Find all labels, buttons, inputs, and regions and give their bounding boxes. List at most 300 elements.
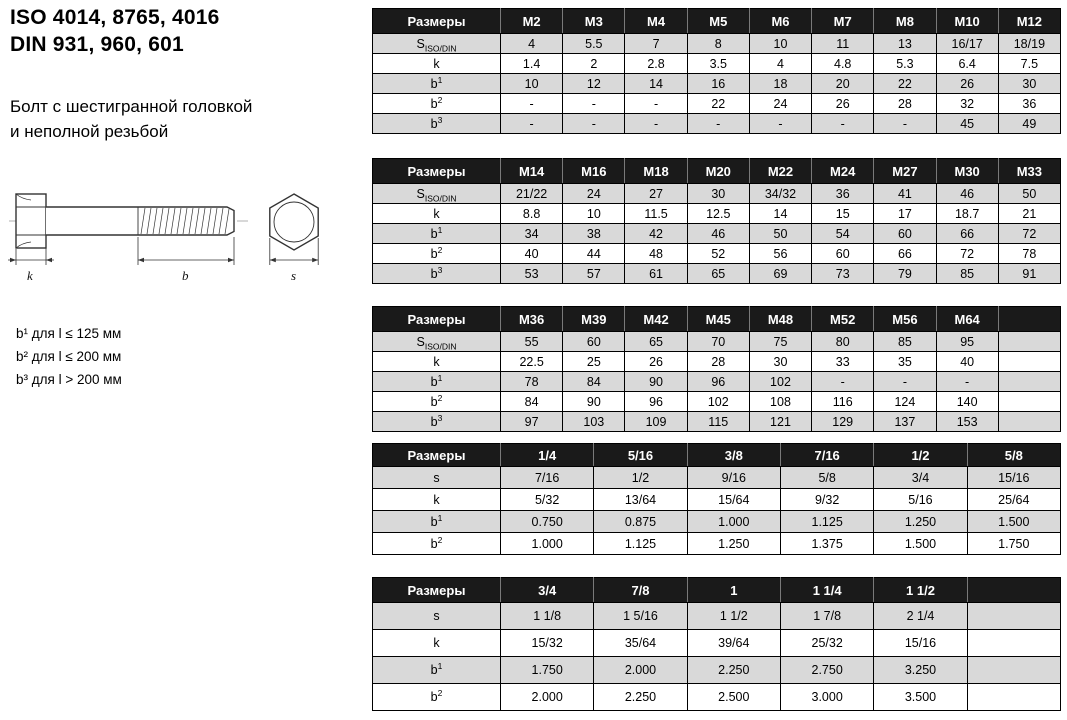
note-b1: b¹ для l ≤ 125 мм [16, 326, 122, 341]
table-cell: - [563, 94, 625, 114]
table-cell: 102 [749, 372, 811, 392]
size-column-header: M24 [812, 159, 874, 184]
table-cell: 65 [625, 332, 687, 352]
size-column-header: M64 [936, 307, 998, 332]
left-panel [10, 4, 368, 144]
table-cell: 2.750 [780, 657, 873, 684]
dimension-table-3 [372, 306, 1061, 432]
table-cell: 2.000 [594, 657, 687, 684]
table-cell: 102 [687, 392, 749, 412]
table-cell: 124 [874, 392, 936, 412]
table-cell: 15 [812, 204, 874, 224]
b-dimension-label: b [182, 268, 189, 283]
iso-title: ISO 4014, 8765, 4016 [10, 6, 220, 29]
size-column-header: 3/8 [687, 444, 780, 467]
table-cell: 60 [563, 332, 625, 352]
table-cell: 3.5 [687, 54, 749, 74]
table-cell: 15/32 [501, 630, 594, 657]
sizes-header-cell: Размеры [373, 444, 501, 467]
bolt-shaft [46, 207, 234, 235]
row-label: $b^2$ [373, 244, 501, 264]
table-row [373, 467, 1061, 489]
sizes-header-cell: Размеры [373, 307, 501, 332]
row-label: $b^1$ [373, 74, 501, 94]
table-cell: 55 [501, 332, 563, 352]
table-cell: - [749, 114, 811, 134]
bolt-description [10, 94, 368, 144]
table-cell: 96 [687, 372, 749, 392]
table-cell: 14 [749, 204, 811, 224]
table-cell: - [625, 114, 687, 134]
row-label: $b^2$ [373, 94, 501, 114]
table-cell [998, 332, 1060, 352]
table-cell: 42 [625, 224, 687, 244]
size-column-header: 7/16 [780, 444, 873, 467]
table-cell: 69 [749, 264, 811, 284]
size-column-header: M48 [749, 307, 811, 332]
bolt-description-line1: Болт с шестигранной головкой [10, 97, 253, 116]
table-cell: 72 [936, 244, 998, 264]
row-label: $S_{ISO/DIN}$ [373, 332, 501, 352]
table-row [373, 54, 1061, 74]
table-cell [967, 603, 1060, 630]
table-cell: - [812, 114, 874, 134]
table-cell: 1 1/2 [687, 603, 780, 630]
row-label: k [373, 489, 501, 511]
table-cell: 66 [874, 244, 936, 264]
table-cell: 22.5 [501, 352, 563, 372]
table-cell: 1.500 [967, 511, 1060, 533]
table-cell: 60 [812, 244, 874, 264]
table-cell: 25 [563, 352, 625, 372]
row-label: $S_{ISO/DIN}$ [373, 34, 501, 54]
table-cell: 8 [687, 34, 749, 54]
k-dimension-label: k [27, 268, 33, 283]
size-column-header: M56 [874, 307, 936, 332]
table-cell: 24 [563, 184, 625, 204]
row-label: $b^2$ [373, 392, 501, 412]
size-column-header: M16 [563, 159, 625, 184]
size-column-header: M10 [936, 9, 998, 34]
table-cell: 30 [749, 352, 811, 372]
table-cell: 17 [874, 204, 936, 224]
table-row [373, 372, 1061, 392]
table-cell: 27 [625, 184, 687, 204]
table-cell: 96 [625, 392, 687, 412]
table-cell [998, 392, 1060, 412]
size-column-header: M22 [749, 159, 811, 184]
table-cell: 1.000 [687, 511, 780, 533]
table-row [373, 224, 1061, 244]
size-column-header: M27 [874, 159, 936, 184]
table-header-row [373, 307, 1061, 332]
table-cell: 30 [998, 74, 1060, 94]
table-cell: 24 [749, 94, 811, 114]
table-cell: 78 [501, 372, 563, 392]
table-cell: 56 [749, 244, 811, 264]
table-cell: 46 [687, 224, 749, 244]
table-row [373, 204, 1061, 224]
dimension-table-1 [372, 8, 1061, 134]
table-cell: 25/64 [967, 489, 1060, 511]
table-cell: 40 [936, 352, 998, 372]
size-column-header: 1 [687, 578, 780, 603]
table-cell: 15/64 [687, 489, 780, 511]
table-cell: 2.250 [687, 657, 780, 684]
row-label: $b^2$ [373, 684, 501, 711]
thread-length-notes [16, 322, 122, 391]
table-row [373, 412, 1061, 432]
row-label: s [373, 603, 501, 630]
tables-container [372, 8, 1061, 711]
table-cell: 5.5 [563, 34, 625, 54]
table-cell: 5/32 [501, 489, 594, 511]
size-column-header: M45 [687, 307, 749, 332]
table-cell: 39/64 [687, 630, 780, 657]
size-column-header [998, 307, 1060, 332]
table-cell: 2 [563, 54, 625, 74]
table-cell: 16 [687, 74, 749, 94]
row-label: $b^3$ [373, 264, 501, 284]
table-cell: 2.000 [501, 684, 594, 711]
table-row [373, 511, 1061, 533]
dimension-table-4 [372, 443, 1061, 555]
table-cell: 2.500 [687, 684, 780, 711]
table-cell: 1.375 [780, 533, 873, 555]
table-cell: 5/8 [780, 467, 873, 489]
table-cell: 121 [749, 412, 811, 432]
table-header-row [373, 159, 1061, 184]
table-cell: 1.750 [501, 657, 594, 684]
table-cell: 49 [998, 114, 1060, 134]
table-cell: 61 [625, 264, 687, 284]
table-cell: 84 [501, 392, 563, 412]
bolt-drawing-area [8, 192, 348, 292]
bolt-head-side-view [16, 194, 46, 248]
table-cell: 57 [563, 264, 625, 284]
table-cell: 25/32 [780, 630, 873, 657]
size-column-header: 1/2 [874, 444, 967, 467]
table-cell: 10 [501, 74, 563, 94]
table-cell: 5.3 [874, 54, 936, 74]
table-cell: 33 [812, 352, 874, 372]
table-row [373, 264, 1061, 284]
table-cell: 14 [625, 74, 687, 94]
table-cell: 65 [687, 264, 749, 284]
size-column-header: M14 [501, 159, 563, 184]
table-cell: - [812, 372, 874, 392]
table-cell: 9/16 [687, 467, 780, 489]
table-cell: 15/16 [874, 630, 967, 657]
table-cell: 3.250 [874, 657, 967, 684]
size-column-header: M36 [501, 307, 563, 332]
table-cell: 108 [749, 392, 811, 412]
table-cell: 54 [812, 224, 874, 244]
table-cell: 26 [936, 74, 998, 94]
table-cell: 18 [749, 74, 811, 94]
table-cell: 12.5 [687, 204, 749, 224]
table-cell: 15/16 [967, 467, 1060, 489]
table-cell: 1.250 [687, 533, 780, 555]
table-row [373, 657, 1061, 684]
table-row [373, 332, 1061, 352]
table-cell: 78 [998, 244, 1060, 264]
table-cell: 3/4 [874, 467, 967, 489]
table-cell: 0.750 [501, 511, 594, 533]
size-column-header: M7 [812, 9, 874, 34]
row-label: $S_{ISO/DIN}$ [373, 184, 501, 204]
table-cell: 1 5/16 [594, 603, 687, 630]
table-cell: 140 [936, 392, 998, 412]
table-cell: 7.5 [998, 54, 1060, 74]
table-cell: 3.000 [780, 684, 873, 711]
table-cell: - [687, 114, 749, 134]
row-label: $b^3$ [373, 114, 501, 134]
table-cell: 4 [749, 54, 811, 74]
table-cell: 26 [625, 352, 687, 372]
table-row [373, 184, 1061, 204]
row-label: $b^1$ [373, 657, 501, 684]
sizes-header-cell: Размеры [373, 159, 501, 184]
size-column-header: M52 [812, 307, 874, 332]
bolt-head-front-view [270, 194, 318, 250]
table-cell: 116 [812, 392, 874, 412]
b-dimension [138, 237, 234, 265]
table-cell: 80 [812, 332, 874, 352]
table-cell [967, 630, 1060, 657]
table-cell: 10 [749, 34, 811, 54]
table-cell: 6.4 [936, 54, 998, 74]
size-column-header: M33 [998, 159, 1060, 184]
table-cell: 7 [625, 34, 687, 54]
table-cell: 137 [874, 412, 936, 432]
table-cell: 52 [687, 244, 749, 264]
table-cell: 72 [998, 224, 1060, 244]
table-cell: 46 [936, 184, 998, 204]
table-row [373, 244, 1061, 264]
size-column-header [967, 578, 1060, 603]
table-cell: 91 [998, 264, 1060, 284]
table-cell: 38 [563, 224, 625, 244]
table-cell: 97 [501, 412, 563, 432]
table-cell: 60 [874, 224, 936, 244]
table-cell: 4 [501, 34, 563, 54]
table-cell: 103 [563, 412, 625, 432]
size-column-header: M8 [874, 9, 936, 34]
size-column-header: M30 [936, 159, 998, 184]
size-column-header: M6 [749, 9, 811, 34]
table-cell: 1/2 [594, 467, 687, 489]
size-column-header: M4 [625, 9, 687, 34]
table-cell: - [563, 114, 625, 134]
table-cell: 5/16 [874, 489, 967, 511]
table-cell: 48 [625, 244, 687, 264]
table-cell: 1.750 [967, 533, 1060, 555]
row-label: $b^3$ [373, 412, 501, 432]
table-cell: 50 [749, 224, 811, 244]
size-column-header: 5/16 [594, 444, 687, 467]
table-cell: 1.4 [501, 54, 563, 74]
size-column-header: M3 [563, 9, 625, 34]
table-cell: 85 [936, 264, 998, 284]
note-b3: b³ для l > 200 мм [16, 372, 122, 387]
bolt-description-line2: и неполной резьбой [10, 122, 169, 141]
table-cell: 2 1/4 [874, 603, 967, 630]
table-cell: 21/22 [501, 184, 563, 204]
dimension-table-2 [372, 158, 1061, 284]
table-cell: 1.125 [780, 511, 873, 533]
size-column-header: 1 1/4 [780, 578, 873, 603]
table-header-row [373, 9, 1061, 34]
table-cell: 1.000 [501, 533, 594, 555]
size-column-header: 1/4 [501, 444, 594, 467]
table-row [373, 392, 1061, 412]
table-cell: 0.875 [594, 511, 687, 533]
row-label: k [373, 204, 501, 224]
table-cell: 90 [563, 392, 625, 412]
note-b2: b² для l ≤ 200 мм [16, 349, 122, 364]
table-cell: 21 [998, 204, 1060, 224]
table-cell: 10 [563, 204, 625, 224]
table-cell: 35 [874, 352, 936, 372]
table-cell: 2.8 [625, 54, 687, 74]
table-cell: 22 [874, 74, 936, 94]
table-cell: 45 [936, 114, 998, 134]
table-cell: 2.250 [594, 684, 687, 711]
table-cell [998, 412, 1060, 432]
table-cell: 34 [501, 224, 563, 244]
table-cell [998, 352, 1060, 372]
table-cell: 32 [936, 94, 998, 114]
table-cell: 26 [812, 94, 874, 114]
table-cell: 30 [687, 184, 749, 204]
table-cell: 1.500 [874, 533, 967, 555]
table-cell: 53 [501, 264, 563, 284]
table-cell: 1 7/8 [780, 603, 873, 630]
table-cell: 3.500 [874, 684, 967, 711]
s-dimension-label: s [291, 268, 297, 283]
table-header-row [373, 444, 1061, 467]
table-cell: - [874, 372, 936, 392]
row-label: k [373, 54, 501, 74]
size-column-header: M20 [687, 159, 749, 184]
table-cell: 109 [625, 412, 687, 432]
dimension-table-5 [372, 577, 1061, 711]
table-cell: - [501, 94, 563, 114]
bolt-technical-drawing [8, 192, 344, 286]
row-label: k [373, 352, 501, 372]
row-label: $b^1$ [373, 372, 501, 392]
table-row [373, 489, 1061, 511]
table-cell: 50 [998, 184, 1060, 204]
table-cell: 79 [874, 264, 936, 284]
table-cell: 73 [812, 264, 874, 284]
table-cell: 13 [874, 34, 936, 54]
table-cell: 75 [749, 332, 811, 352]
table-cell: 90 [625, 372, 687, 392]
table-cell: 9/32 [780, 489, 873, 511]
size-column-header: M12 [998, 9, 1060, 34]
table-cell: 4.8 [812, 54, 874, 74]
table-cell: 1.250 [874, 511, 967, 533]
table-cell: 36 [812, 184, 874, 204]
size-column-header: M42 [625, 307, 687, 332]
row-label: k [373, 630, 501, 657]
table-row [373, 74, 1061, 94]
table-cell: 13/64 [594, 489, 687, 511]
table-cell: 22 [687, 94, 749, 114]
table-cell: 16/17 [936, 34, 998, 54]
table-cell: 70 [687, 332, 749, 352]
table-cell: 129 [812, 412, 874, 432]
sizes-header-cell: Размеры [373, 578, 501, 603]
table-cell: 18.7 [936, 204, 998, 224]
table-cell: 95 [936, 332, 998, 352]
table-cell: 1 1/8 [501, 603, 594, 630]
table-cell: 12 [563, 74, 625, 94]
size-column-header: M2 [501, 9, 563, 34]
table-row [373, 114, 1061, 134]
table-cell: 1.125 [594, 533, 687, 555]
table-cell: - [874, 114, 936, 134]
table-cell [967, 657, 1060, 684]
table-cell: 41 [874, 184, 936, 204]
size-column-header: 3/4 [501, 578, 594, 603]
size-column-header: M39 [563, 307, 625, 332]
table-row [373, 684, 1061, 711]
table-cell: 28 [687, 352, 749, 372]
table-cell: 40 [501, 244, 563, 264]
table-row [373, 603, 1061, 630]
table-cell: - [936, 372, 998, 392]
table-row [373, 352, 1061, 372]
table-row [373, 34, 1061, 54]
table-cell [998, 372, 1060, 392]
table-cell: 11.5 [625, 204, 687, 224]
row-label: $b^1$ [373, 511, 501, 533]
sizes-header-cell: Размеры [373, 9, 501, 34]
table-cell: 8.8 [501, 204, 563, 224]
table-row [373, 533, 1061, 555]
size-column-header: M18 [625, 159, 687, 184]
table-row [373, 94, 1061, 114]
size-column-header: M5 [687, 9, 749, 34]
row-label: s [373, 467, 501, 489]
table-cell: 66 [936, 224, 998, 244]
table-cell: - [501, 114, 563, 134]
size-column-header: 5/8 [967, 444, 1060, 467]
table-header-row [373, 578, 1061, 603]
din-title: DIN 931, 960, 601 [10, 33, 184, 56]
table-cell: 85 [874, 332, 936, 352]
row-label: $b^1$ [373, 224, 501, 244]
table-cell: - [625, 94, 687, 114]
table-cell: 18/19 [998, 34, 1060, 54]
table-cell: 7/16 [501, 467, 594, 489]
size-column-header: 1 1/2 [874, 578, 967, 603]
table-cell: 84 [563, 372, 625, 392]
table-cell: 11 [812, 34, 874, 54]
table-cell: 28 [874, 94, 936, 114]
table-cell: 20 [812, 74, 874, 94]
table-cell: 44 [563, 244, 625, 264]
table-cell: 36 [998, 94, 1060, 114]
table-cell [967, 684, 1060, 711]
table-cell: 153 [936, 412, 998, 432]
table-cell: 34/32 [749, 184, 811, 204]
table-row [373, 630, 1061, 657]
table-cell: 35/64 [594, 630, 687, 657]
